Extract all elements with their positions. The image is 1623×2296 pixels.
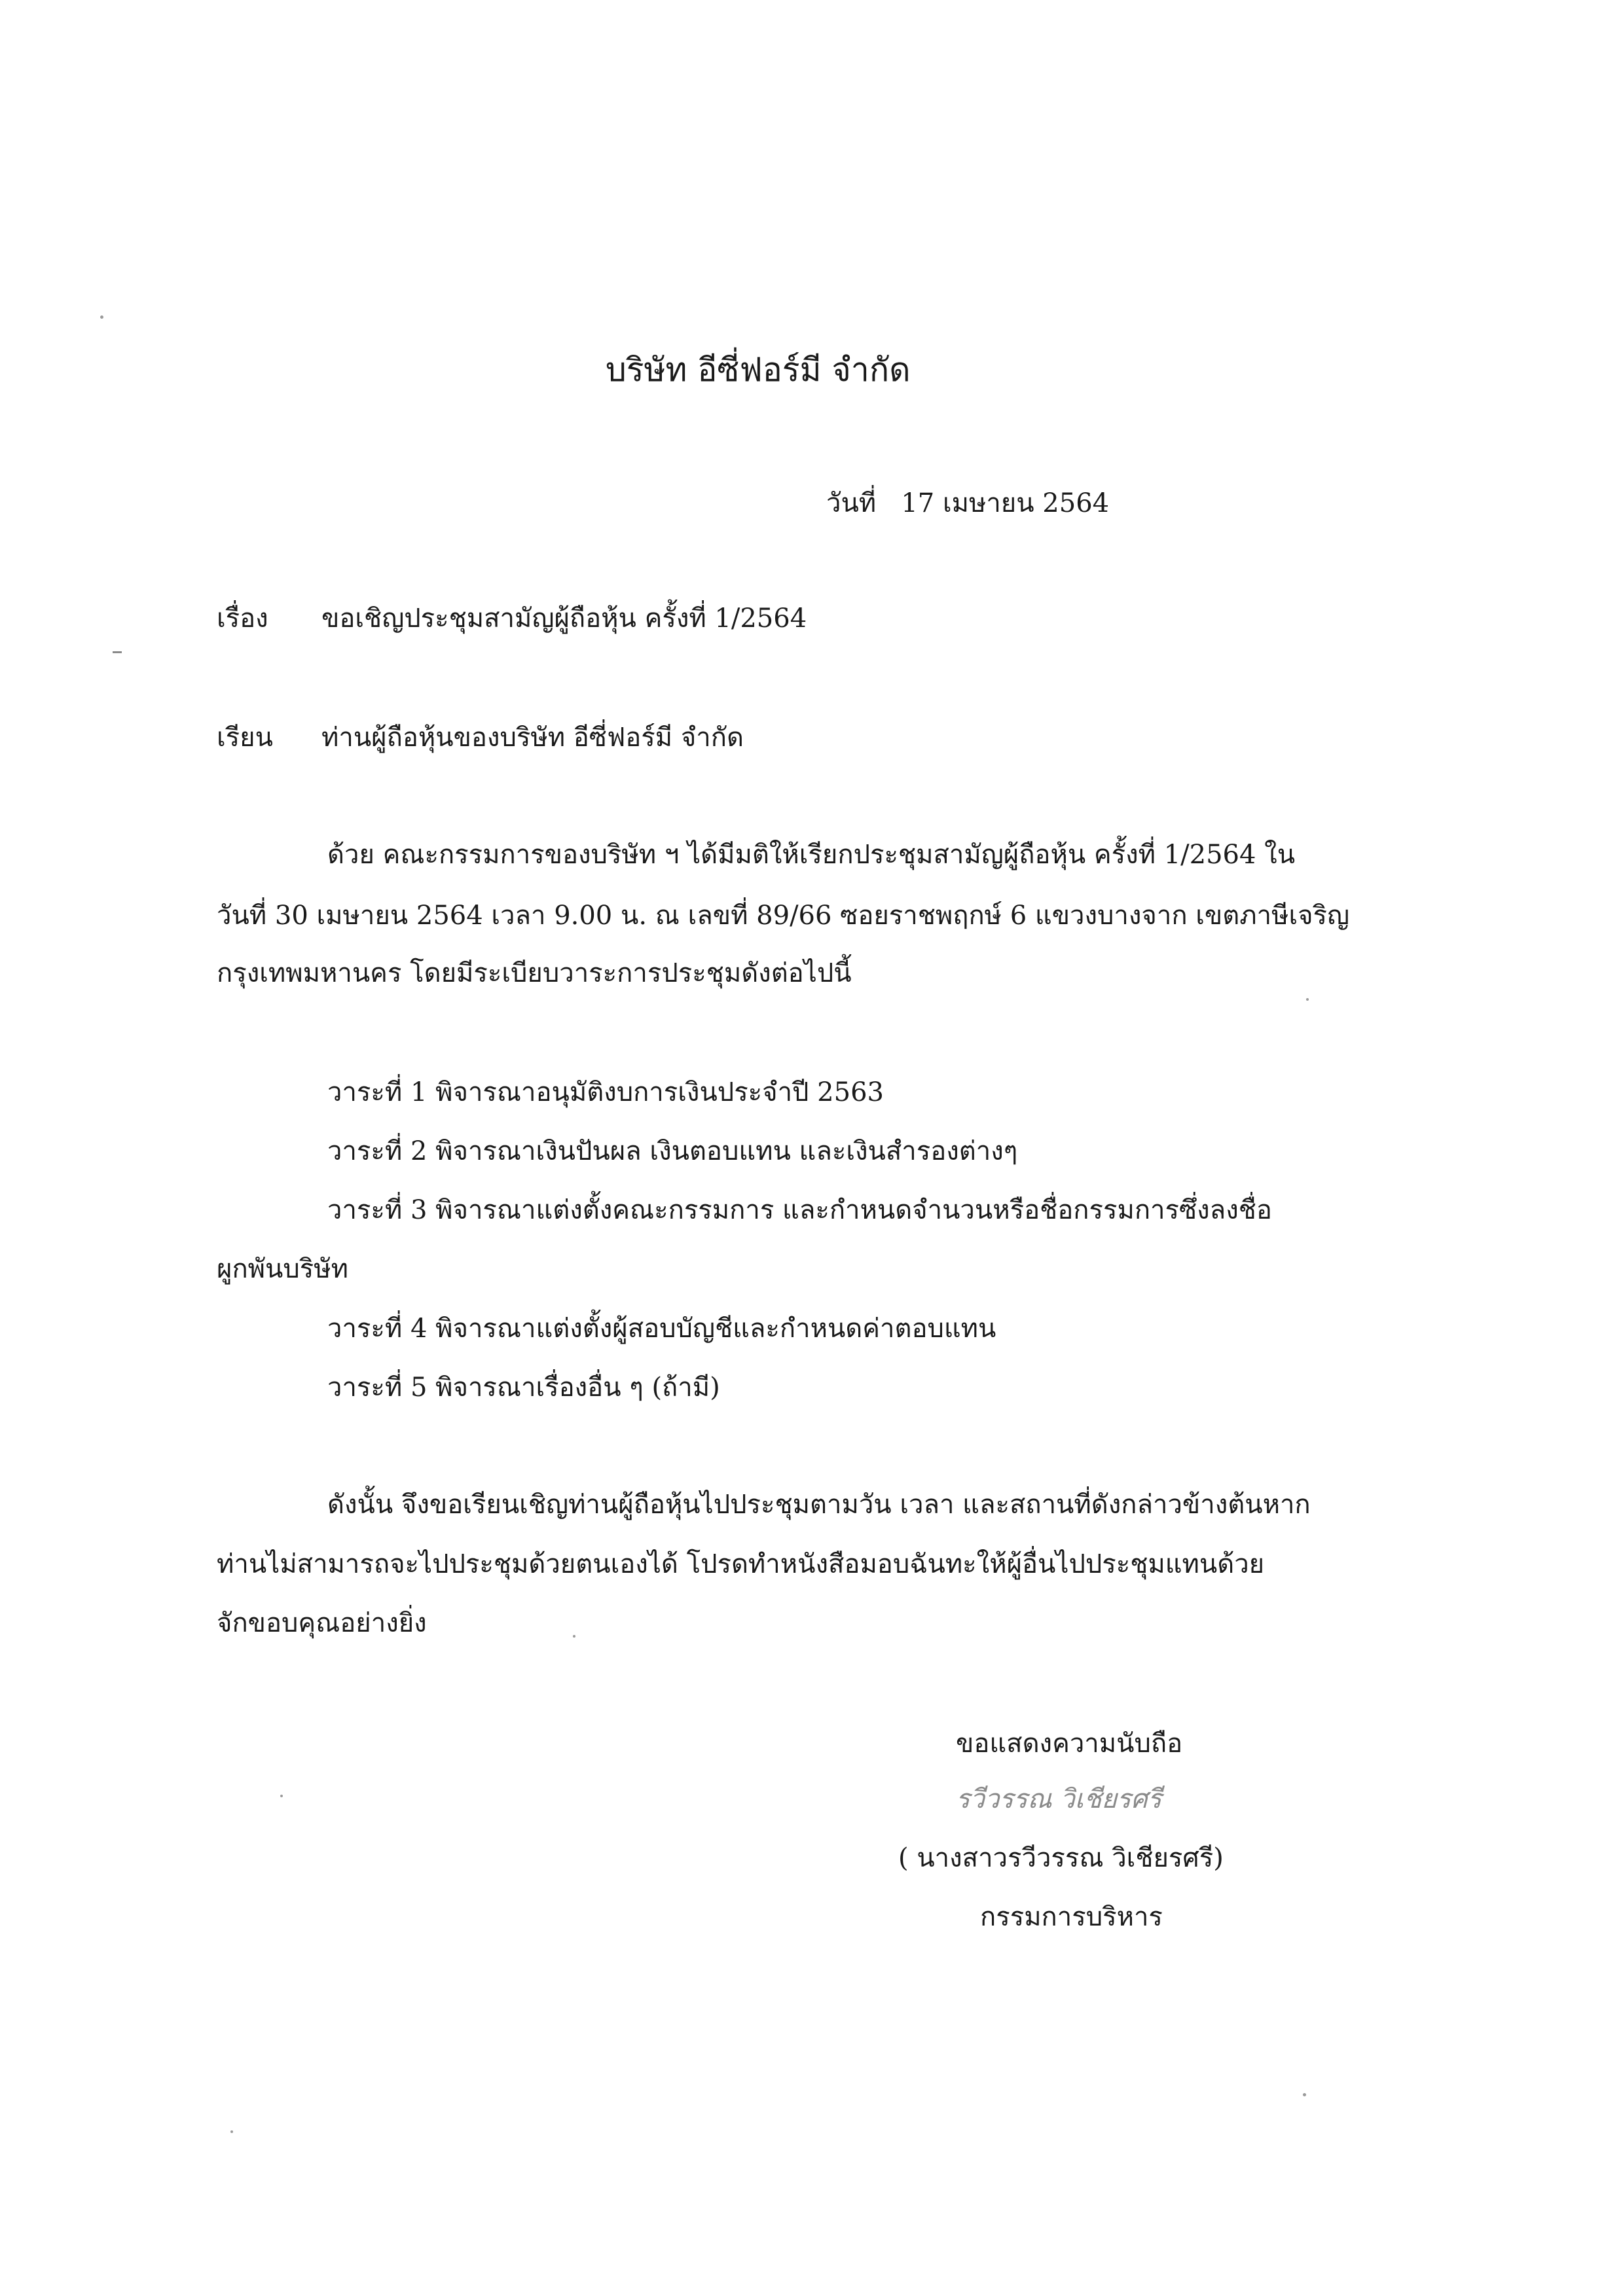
subject-line <box>217 601 807 636</box>
agenda-item: วาระที่ 3 พิจารณาแต่งตั้งคณะกรรมการ และกำหนดจำนวนหรือชื่อกรรมการซึ่งลงชื่อ <box>327 1195 1272 1225</box>
paragraph-line: วันที่ 30 เมษายน 2564 เวลา 9.00 น. ณ เลขที่ 89/66 ซอยราชพฤกษ์ 6 แขวงบางจาก เขตภาษีเจริญ <box>217 901 1350 931</box>
signer-position: กรรมการบริหาร <box>980 1902 1163 1932</box>
to-line <box>217 720 744 755</box>
subject-text: ขอเชิญประชุมสามัญผู้ถือหุ้น ครั้งที่ 1/2564 <box>321 603 807 634</box>
scan-speck <box>100 315 103 319</box>
paragraph-line: ด้วย คณะกรรมการของบริษัท ฯ ได้มีมติให้เรียกประชุมสามัญผู้ถือหุ้น ครั้งที่ 1/2564 ใน <box>327 840 1296 870</box>
agenda-item: วาระที่ 4 พิจารณาแต่งตั้งผู้สอบบัญชีและกำหนดค่าตอบแทน <box>327 1314 996 1344</box>
signer-name: ( นางสาวรวีวรรณ วิเชียรศรี) <box>898 1843 1224 1873</box>
paragraph-line: จักขอบคุณอย่างยิ่ง <box>217 1608 427 1638</box>
to-text: ท่านผู้ถือหุ้นของบริษัท อีซี่ฟอร์มี จำกัด <box>321 723 744 753</box>
to-label: เรียน <box>217 723 273 753</box>
subject-label: เรื่อง <box>217 603 268 634</box>
scan-speck <box>1303 2093 1306 2096</box>
company-title: บริษัท อีซี่ฟอร์มี จำกัด <box>606 351 911 389</box>
paragraph-line: กรุงเทพมหานคร โดยมีระเบียบวาระการประชุมดังต่อไปนี้ <box>217 958 852 988</box>
paragraph-line: ดังนั้น จึงขอเรียนเชิญท่านผู้ถือหุ้นไปประชุมตามวัน เวลา และสถานที่ดังกล่าวข้างต้นหาก <box>327 1490 1311 1520</box>
scan-speck <box>573 1635 575 1638</box>
scan-speck <box>230 2130 233 2133</box>
agenda-item: วาระที่ 2 พิจารณาเงินปันผล เงินตอบแทน และเงินสำรองต่างๆ <box>327 1136 1018 1166</box>
agenda-item: วาระที่ 5 พิจารณาเรื่องอื่น ๆ (ถ้ามี) <box>327 1372 720 1403</box>
agenda-item: วาระที่ 1 พิจารณาอนุมัติงบการเงินประจำปี 2563 <box>327 1077 884 1107</box>
signature: รวีวรรณ วิเชียรศรี <box>956 1784 1162 1814</box>
scan-speck <box>280 1795 283 1797</box>
date-label: วันที่ <box>826 488 877 518</box>
closing: ขอแสดงความนับถือ <box>956 1729 1183 1759</box>
paragraph-line: ท่านไม่สามารถจะไปประชุมด้วยตนเองได้ โปรดทำหนังสือมอบฉันทะให้ผู้อื่นไปประชุมแทนด้วย <box>217 1549 1265 1579</box>
date-line <box>826 486 1109 521</box>
date-value: 17 เมษายน 2564 <box>901 488 1110 518</box>
scan-speck <box>1306 998 1309 1001</box>
scan-mark <box>113 651 122 653</box>
agenda-item-continuation: ผูกพันบริษัท <box>217 1254 348 1284</box>
